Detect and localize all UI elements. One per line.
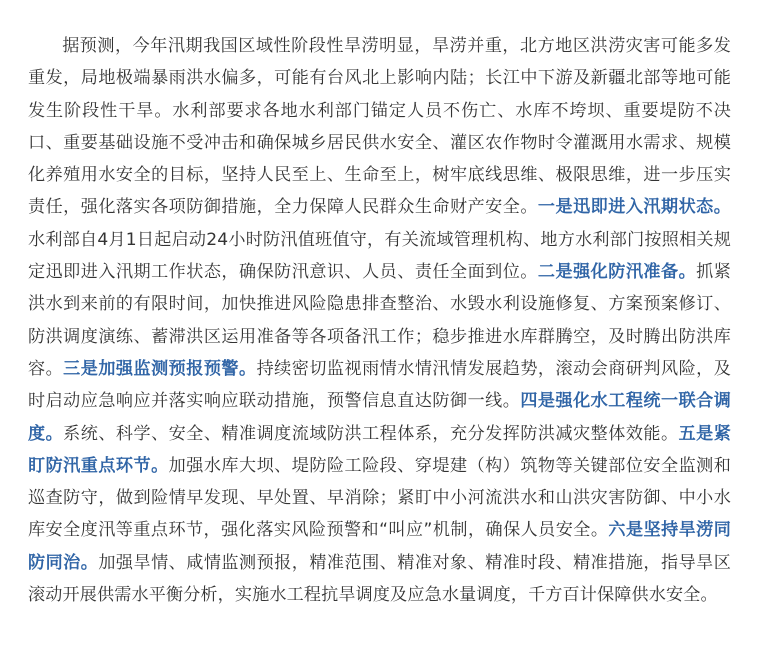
point-heading-4: 四是强化水工程统一联合调度。	[28, 391, 731, 444]
point-body-4: 系统、科学、安全、精准调度流域防洪工程体系，充分发挥防洪减灾整体效能。	[63, 423, 679, 444]
point-heading-3: 三是加强监测预报预警。	[63, 358, 257, 379]
point-heading-2: 二是强化防汛准备。	[537, 262, 697, 283]
paragraph-intro: 据预测，今年汛期我国区域性阶段性旱涝明显，旱涝并重，北方地区洪涝灾害可能多发重发，局地极端暴雨洪水偏多，可能有台风北上影响内陆；长江中下游及新疆北部等地可能发生阶段性干旱。水利部要求各地水利部门锚定人员不伤亡、水库不垮坝、重要堤防不决口、重要基础设施不受冲击和确保城乡居民供水安全、灌区农作物时令灌溉用水需求、规模化养殖用水安全的目标，坚持人民至上、生命至上，树牢底线思维、极限思维，进一步压实责任，强化落实各项防御措施，全力保障人民群众生命财产安全。	[28, 36, 731, 218]
point-body-3: 持续密切监视雨情水情汛情发展趋势，滚动会商研判风险，及时启动应急响应并落实响应联动措施，预警信息直达防御一线。	[28, 358, 731, 412]
point-body-2: 抓紧洪水到来前的有限时间，加快推进风险隐患排查整治、水毁水利设施修复、方案预案修订、防洪调度演练、蓄滞洪区运用准备等各项备汛工作；稳步推进水库群腾空，及时腾出防洪库容。	[28, 262, 731, 379]
point-body-6: 加强旱情、咸情监测预报，精准范围、精准对象、精准时段、精准措施，指导旱区滚动开展供需水平衡分析，实施水工程抗旱调度及应急水量调度，千方百计保障供水安全。	[28, 552, 731, 606]
point-heading-5: 五是紧盯防汛重点环节。	[28, 423, 731, 476]
article-paragraph	[28, 30, 731, 611]
point-heading-1: 一是迅即进入汛期状态。	[537, 197, 731, 218]
point-body-1: 水利部自4月1日起启动24小时防汛值班值守，有关流域管理机构、地方水利部门按照相关规定迅即进入汛期工作状态，确保防汛意识、人员、责任全面到位。	[28, 229, 731, 283]
point-body-5: 加强水库大坝、堤防险工险段、穿堤建（构）筑物等关键部位安全监测和巡查防守，做到险情早发现、早处置、早消除；紧盯中小河流洪水和山洪灾害防御、中小水库安全度汛等重点环节，强化落实风险预警和“叫应”机制，确保人员安全。	[28, 455, 732, 541]
point-heading-6: 六是坚持旱涝同防同治。	[28, 520, 731, 573]
